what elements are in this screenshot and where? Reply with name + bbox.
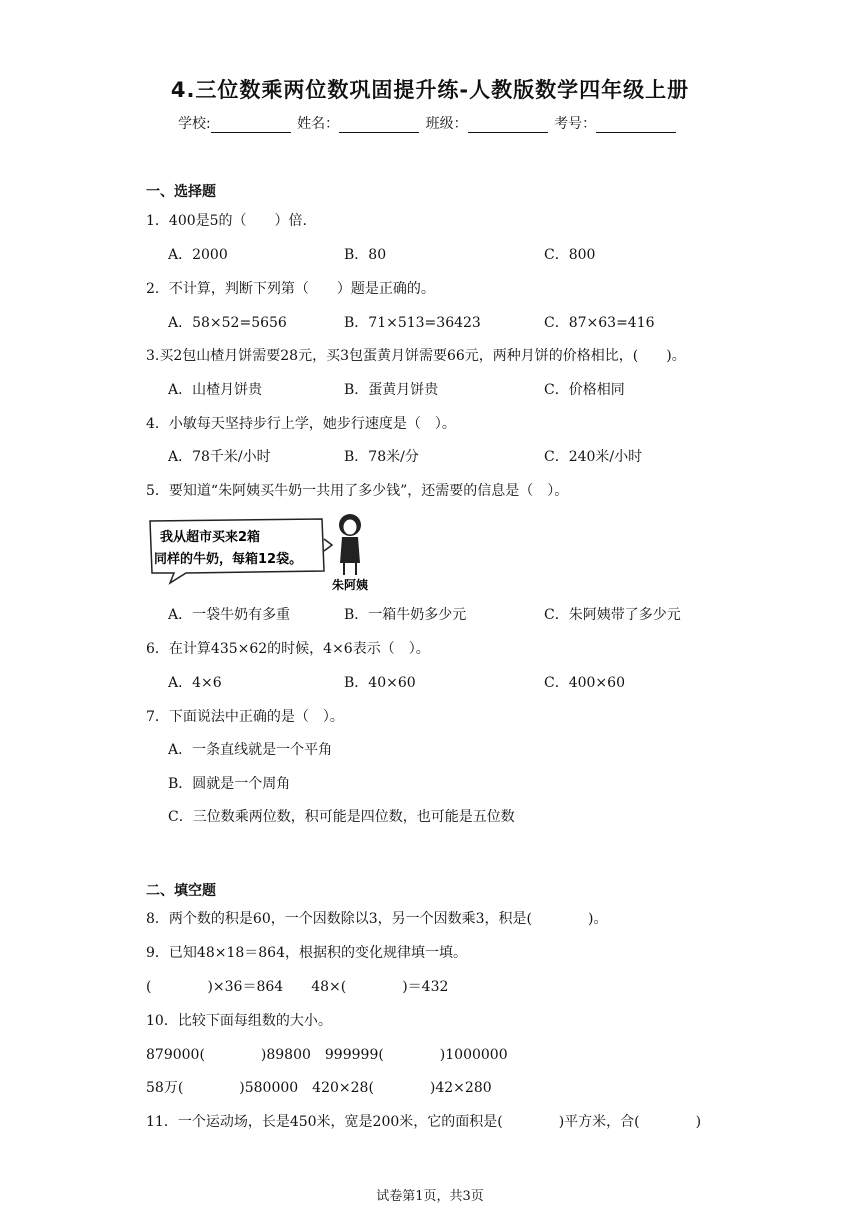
question-2: 2．不计算，判断下列第（ ）题是正确的。 bbox=[146, 281, 435, 297]
q5-option-c: C．朱阿姨带了多少元 bbox=[544, 607, 681, 623]
q6-option-b: B．40×60 bbox=[344, 675, 416, 691]
question-4: 4．小敏每天坚持步行上学，她步行速度是（ ）。 bbox=[146, 416, 456, 432]
q7-option-c: C．三位数乘两位数，积可能是四位数，也可能是五位数 bbox=[168, 809, 515, 825]
speech-line-1: 我从超市买来2箱 bbox=[160, 530, 261, 545]
woman-figure-icon bbox=[339, 514, 361, 575]
q5-option-a: A．一袋牛奶有多重 bbox=[168, 607, 291, 623]
q1-option-c: C．800 bbox=[544, 247, 596, 263]
question-10-row-2: 58万( )580000 420×28( )42×280 bbox=[146, 1080, 492, 1096]
class-label: 班级： bbox=[425, 116, 468, 132]
page-title: 4.三位数乘两位数巩固提升练-人教版数学四年级上册 bbox=[170, 78, 690, 102]
question-9-blanks: ( )×36＝864 48×( )＝432 bbox=[146, 979, 449, 995]
speech-bubble bbox=[150, 519, 324, 583]
q2-option-a: A．58×52=5656 bbox=[168, 315, 287, 331]
question-10-row-1: 879000( )89800 999999( )1000000 bbox=[146, 1047, 508, 1063]
class-blank bbox=[468, 118, 548, 133]
section-heading-choice: 一、选择题 bbox=[146, 184, 216, 200]
speech-line-2: 同样的牛奶，每箱12袋。 bbox=[154, 552, 303, 567]
q7-option-b: B．圆就是一个周角 bbox=[168, 776, 291, 792]
q5-option-b: B．一箱牛奶多少元 bbox=[344, 607, 467, 623]
question-11: 11．一个运动场，长是450米，宽是200米，它的面积是( )平方米，合( ) bbox=[146, 1114, 702, 1130]
question-8: 8．两个数的积是60，一个因数除以3，另一个因数乘3，积是( )。 bbox=[146, 911, 608, 927]
q6-option-c: C．400×60 bbox=[544, 675, 625, 691]
page-footer: 试卷第1页，共3页 bbox=[376, 1189, 484, 1204]
q3-option-a: A．山楂月饼贵 bbox=[168, 382, 263, 398]
school-label: 学校: bbox=[178, 116, 211, 132]
question-5: 5．要知道“朱阿姨买牛奶一共用了多少钱”，还需要的信息是（ ）。 bbox=[146, 483, 569, 499]
q2-option-c: C．87×63=416 bbox=[544, 315, 655, 331]
question-10: 10．比较下面每组数的大小。 bbox=[146, 1013, 332, 1029]
q1-option-b: B．80 bbox=[344, 247, 387, 263]
q1-option-a: A．2000 bbox=[168, 247, 228, 263]
name-blank bbox=[339, 118, 419, 133]
q2-option-b: B．71×513=36423 bbox=[344, 315, 481, 331]
q3-option-b: B．蛋黄月饼贵 bbox=[344, 382, 439, 398]
question-1: 1．400是5的（ ）倍. bbox=[146, 213, 307, 229]
q6-option-a: A．4×6 bbox=[168, 675, 222, 691]
exam-no-blank bbox=[596, 118, 676, 133]
question-9: 9．已知48×18＝864，根据积的变化规律填一填。 bbox=[146, 945, 467, 961]
q4-option-b: B．78米/分 bbox=[344, 449, 419, 465]
section-heading-fill: 二、填空题 bbox=[146, 883, 216, 899]
q4-option-c: C．240米/小时 bbox=[544, 449, 643, 465]
q7-option-a: A．一条直线就是一个平角 bbox=[168, 742, 333, 758]
question-6: 6．在计算435×62的时候，4×6表示（ ）。 bbox=[146, 641, 430, 657]
student-info-line bbox=[178, 113, 678, 133]
question-3: 3.买2包山楂月饼需要28元，买3包蛋黄月饼需要66元，两种月饼的价格相比，( )。 bbox=[146, 348, 686, 364]
q4-option-a: A．78千米/小时 bbox=[168, 449, 271, 465]
school-blank bbox=[211, 118, 291, 133]
q3-option-c: C．价格相同 bbox=[544, 382, 625, 398]
question-7: 7．下面说法中正确的是（ ）。 bbox=[146, 709, 344, 725]
name-label: 姓名： bbox=[297, 116, 340, 132]
aunt-zhu-illustration bbox=[146, 513, 376, 593]
exam-no-label: 考号： bbox=[554, 116, 597, 132]
figure-caption: 朱阿姨 bbox=[332, 578, 369, 592]
